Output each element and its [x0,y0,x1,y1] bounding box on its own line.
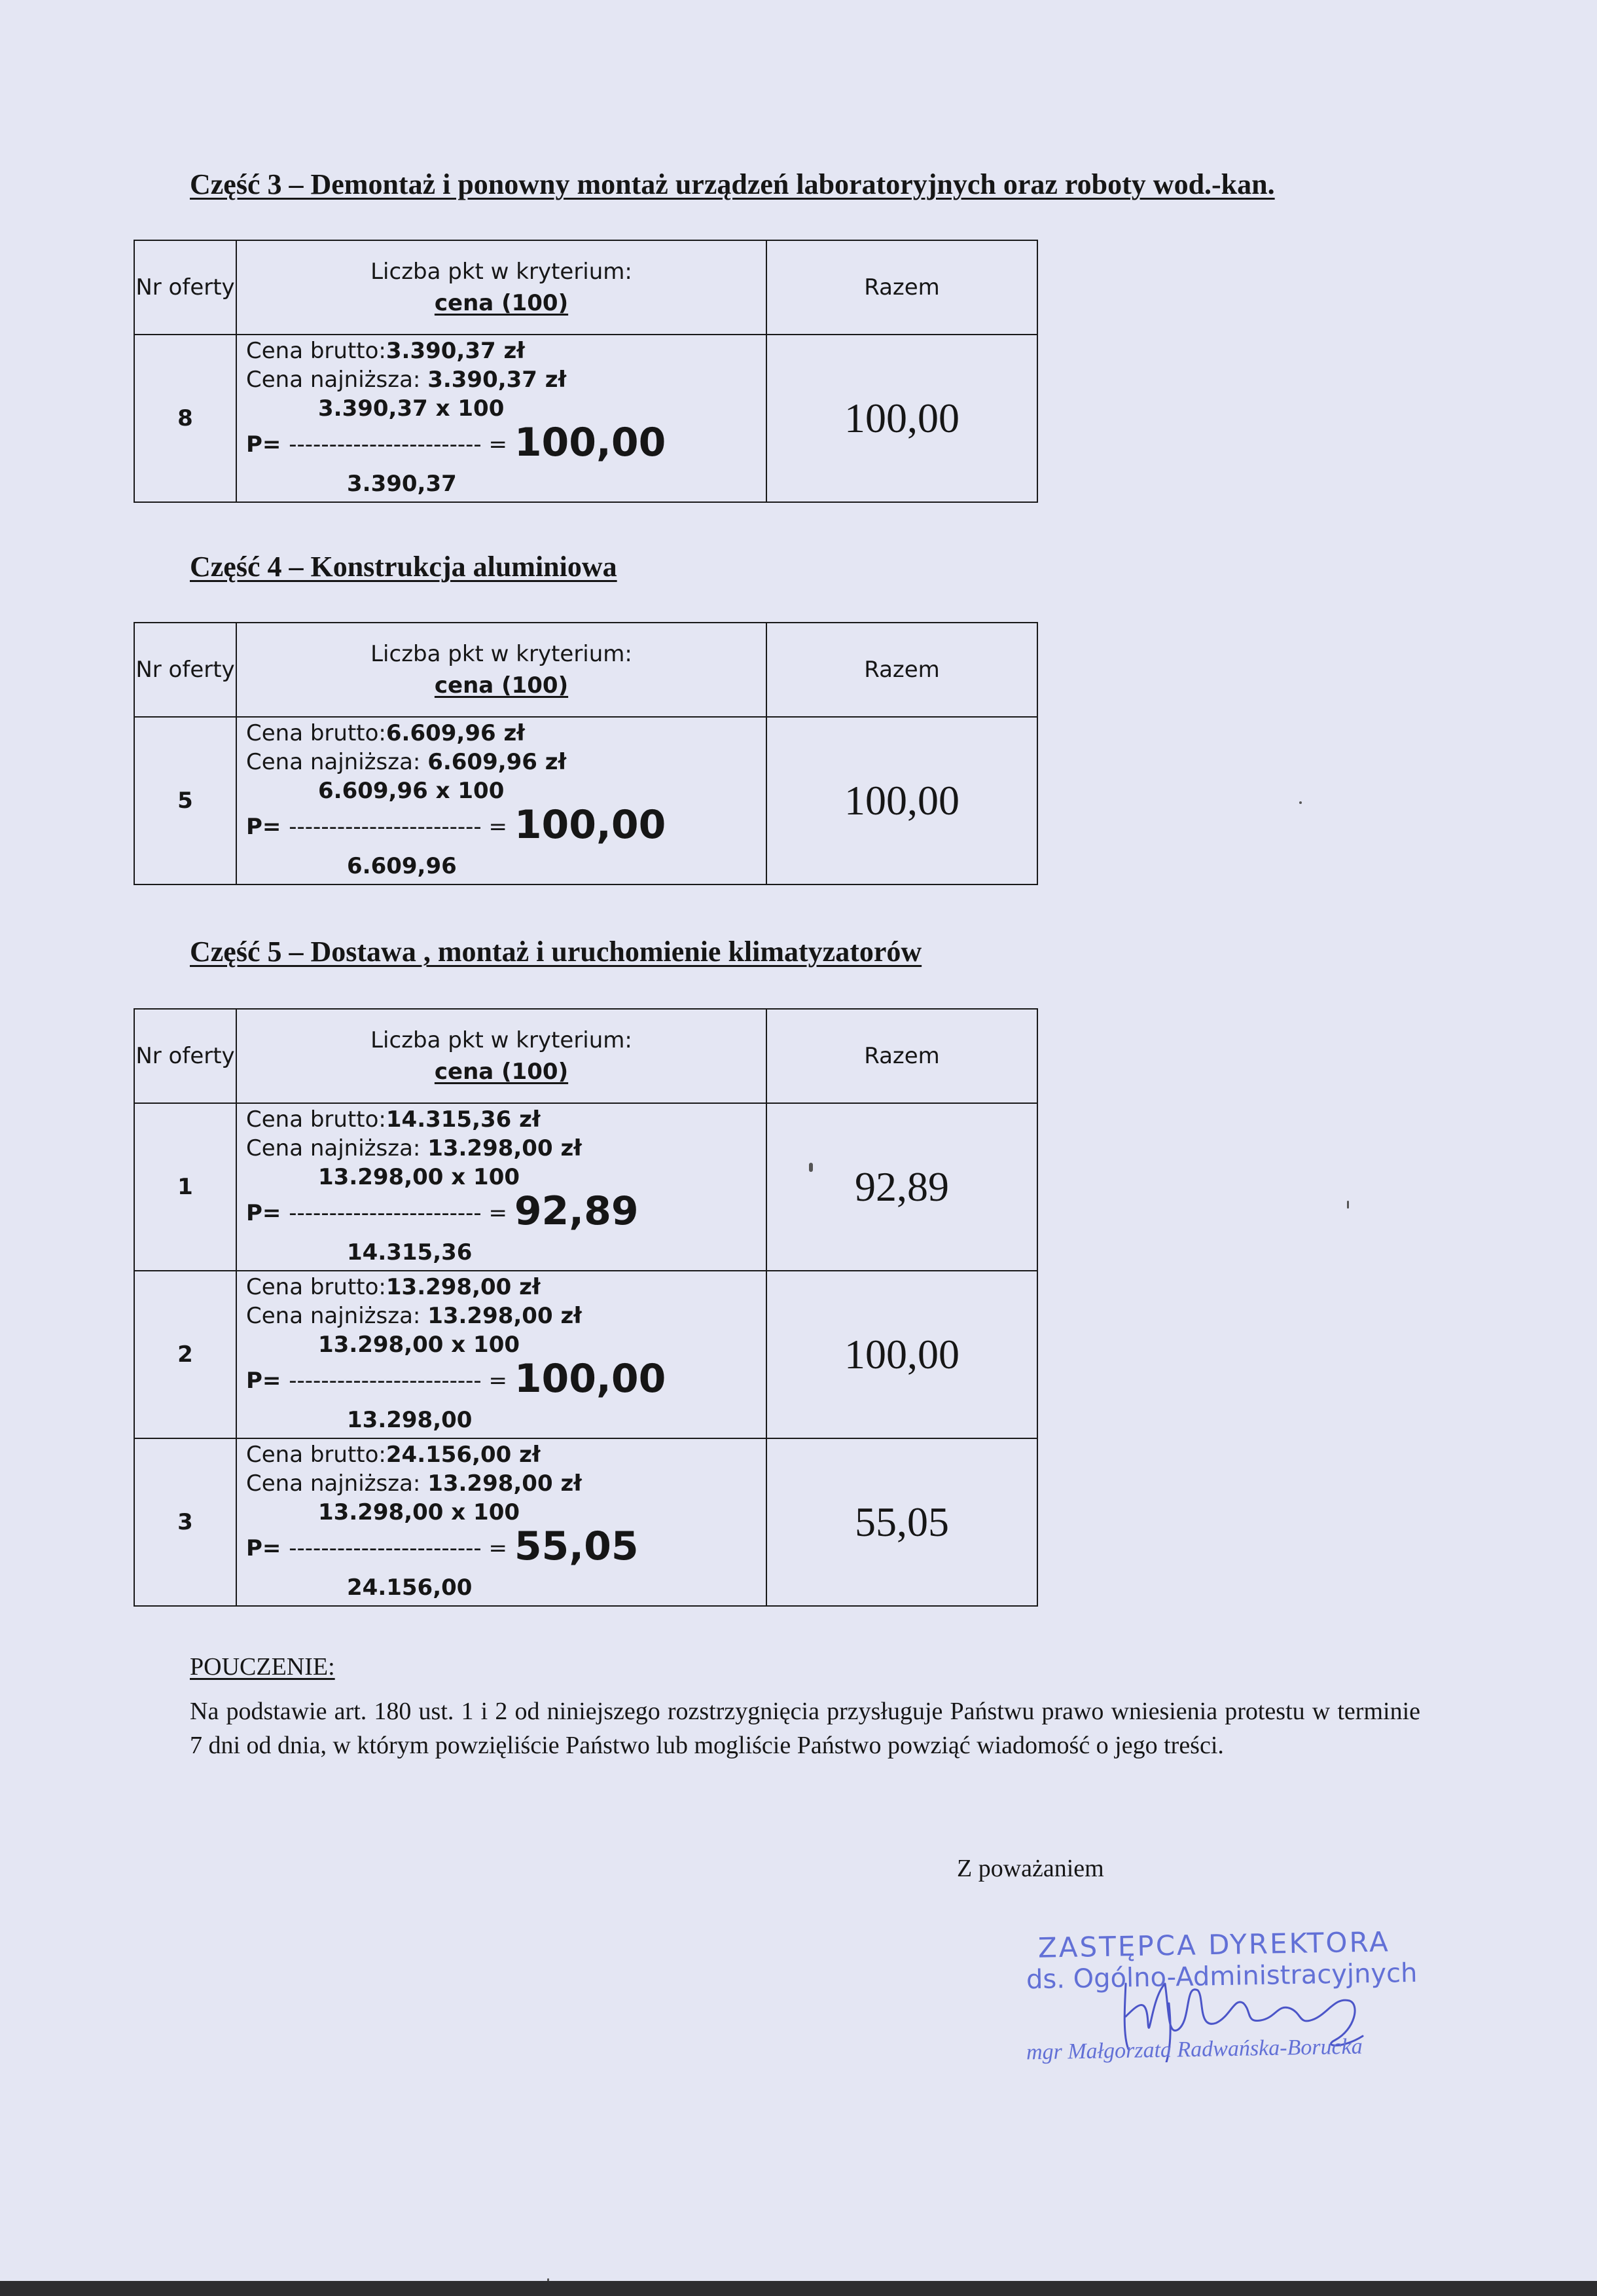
offer-number: 2 [134,1271,236,1438]
nr-header: Nr oferty [134,623,236,717]
numerator-line: 13.298,00 x 100 [318,1332,520,1358]
denominator-line: 24.156,00 [347,1575,473,1601]
total-score: 100,00 [766,335,1037,502]
total-score: 55,05 [766,1438,1037,1606]
nr-header: Nr oferty [134,240,236,335]
lowest-price-line: Cena najniższa: 13.298,00 zł [246,1135,582,1161]
gross-price-line: Cena brutto:14.315,36 zł [246,1106,541,1133]
lowest-price-line: Cena najniższa: 6.609,96 zł [246,749,567,775]
total-score: 92,89 [766,1103,1037,1271]
table-row [134,717,1037,884]
table-row [134,1271,1037,1438]
nr-header: Nr oferty [134,1009,236,1103]
calculation-cell [236,335,766,502]
criterion-name: cena (100) [434,1059,569,1085]
stamp-department: ds. Ogólno-Administracyjnych [1026,1958,1418,1995]
table-header-row [134,623,1037,717]
total-score: 100,00 [766,717,1037,884]
criterion-label: Liczba pkt w kryterium: [370,641,632,667]
criterion-header [236,240,766,335]
section-4-title: Część 4 – Konstrukcja aluminiowa [190,551,617,583]
offer-number: 1 [134,1103,236,1271]
denominator-line: 13.298,00 [347,1407,473,1433]
numerator-line: 13.298,00 x 100 [318,1499,520,1525]
lowest-price-line: Cena najniższa: 13.298,00 zł [246,1303,582,1329]
formula-line: P= ------------------------ = 100,00 [246,420,666,465]
formula-line: P= ------------------------ = 100,00 [246,802,666,848]
section-5-table [134,1008,1038,1607]
notice-text: Na podstawie art. 180 ust. 1 i 2 od niniejszego rozstrzygnięcia przysługuje Państwu prawo wniesienia protestu w terminie 7 dni od dnia, w którym powzięliście Państwo lub mogliście Państwo powziąć wiadomość o jego treści. [190,1698,1420,1759]
sum-header: Razem [766,1009,1037,1103]
scan-speck [1347,1201,1349,1209]
section-3-table [134,240,1038,503]
total-score: 100,00 [766,1271,1037,1438]
scan-speck [1299,801,1302,804]
gross-price-line: Cena brutto:6.609,96 zł [246,720,525,746]
section-3-title: Część 3 – Demontaż i ponowny montaż urządzeń laboratoryjnych oraz roboty wod.-kan. [190,168,1275,200]
denominator-line: 3.390,37 [347,471,457,497]
section-5-title: Część 5 – Dostawa , montaż i uruchomienie klimatyzatorów [190,936,922,968]
numerator-line: 3.390,37 x 100 [318,395,505,422]
formula-line: P= ------------------------ = 55,05 [246,1523,639,1569]
stamp-signatory: mgr Małgorzata Radwańska-Borucka [1026,2034,1363,2065]
section-4-table [134,622,1038,885]
formula-line: P= ------------------------ = 100,00 [246,1356,666,1402]
ink-speck [809,1163,813,1172]
lowest-price-line: Cena najniższa: 3.390,37 zł [246,367,567,393]
table-header-row [134,1009,1037,1103]
formula-line: P= ------------------------ = 92,89 [246,1188,639,1234]
table-header-row [134,240,1037,335]
closing-phrase: Z poważaniem [957,1855,1104,1882]
notice-title: POUCZENIE: [190,1653,335,1681]
offer-number: 5 [134,717,236,884]
denominator-line: 14.315,36 [347,1239,473,1266]
numerator-line: 6.609,96 x 100 [318,778,505,804]
scan-bottom-edge [0,2281,1597,2296]
criterion-name: cena (100) [434,672,569,699]
stamp-title: ZASTĘPCA DYREKTORA [1037,1925,1391,1964]
criterion-header [236,623,766,717]
offer-number: 8 [134,335,236,502]
criterion-header [236,1009,766,1103]
table-row [134,335,1037,502]
sum-header: Razem [766,623,1037,717]
gross-price-line: Cena brutto:24.156,00 zł [246,1442,541,1468]
gross-price-line: Cena brutto:3.390,37 zł [246,338,525,364]
table-row [134,1103,1037,1271]
offer-number: 3 [134,1438,236,1606]
lowest-price-line: Cena najniższa: 13.298,00 zł [246,1470,582,1497]
calculation-cell [236,1271,766,1438]
denominator-line: 6.609,96 [347,853,457,879]
numerator-line: 13.298,00 x 100 [318,1164,520,1190]
criterion-name: cena (100) [434,290,569,316]
criterion-label: Liczba pkt w kryterium: [370,1027,632,1053]
criterion-label: Liczba pkt w kryterium: [370,259,632,285]
table-row [134,1438,1037,1606]
gross-price-line: Cena brutto:13.298,00 zł [246,1274,541,1300]
calculation-cell [236,717,766,884]
sum-header: Razem [766,240,1037,335]
calculation-cell [236,1103,766,1271]
calculation-cell [236,1438,766,1606]
